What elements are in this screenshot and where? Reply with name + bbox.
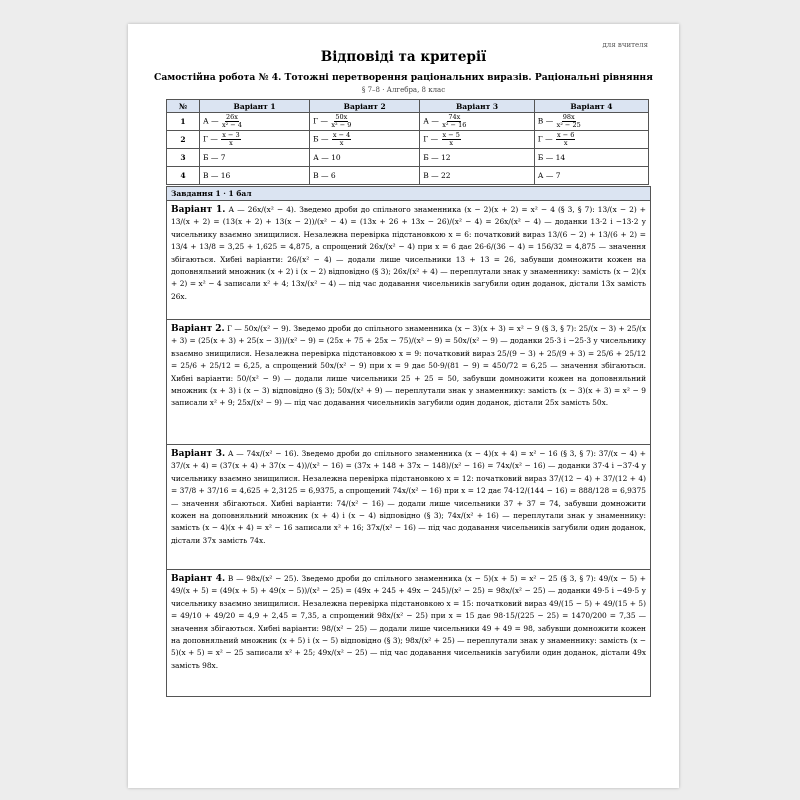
fraction-numerator: 26x bbox=[226, 113, 238, 121]
answer-letter: Г — bbox=[203, 134, 218, 144]
answer-letter: А — bbox=[203, 116, 219, 126]
answer-letter: Б — bbox=[313, 134, 329, 144]
row-number: 4 bbox=[167, 167, 200, 185]
fraction-denominator: x bbox=[339, 139, 344, 147]
answer-fraction bbox=[332, 132, 351, 147]
teacher-note: для вчителя bbox=[602, 41, 648, 49]
variant-4-text: В — 98x/(x² − 25). Зведемо дроби до спільного знаменника (x − 5)(x + 5) = x² − 25 (§ 3, § 7): 49/(x − 5) + 49/(x + 5) = (49(x + 5) + 49(x − 5))/(x² − 25) = (49x + 245 + 49x − 245)/(x² − 25) = 98x/(x² − 25) — доданки 49·5 і −49·5 у чисельнику взаємно знищилися. Незалежна перевірка підстановкою x = 15: початковий вираз 49/(15 − 5) + 49/(15 + 5) = 49/10 + 49/20 = 4,9 + 2,45 = 7,35, а спрощений 98x/(x² − 25) при x = 15 дає 98·15/(225 − 25) = 1470/200 = 7,35 — значення збігаються. Хибні варіанти: 98/(x² − 25) — додали лише чисельники 49 + 49 = 98, забувши домножити кожен на доповняльний множник (x + 5) і (x − 5) відповідно (§ 3); 98x/(x² + 25) — переплутали знак у знаменнику: замість (x − 5)(x + 5) = x² − 25 записали x² + 25; 49x/(x² − 25) — під час додавання чисельників загубили один доданок, дістали 49x замість 98x. bbox=[171, 574, 646, 670]
variant-1-text: А — 26x/(x² − 4). Зведемо дроби до спільного знаменника (x − 2)(x + 2) = x² − 4 (§ 3, § 7): 13/(x − 2) + 13/(x + 2) = (13(x + 2) + 13(x − 2))/(x² − 4) = (13x + 26 + 13x − 26)/(x² − 4) = 26x/(x² − 4) — доданки 13·2 і −13·2 у чисельнику взаємно знищилися. Незалежна перевірка підстановкою x = 6: початковий вираз 13/(6 − 2) + 13/(6 + 2) = 13/4 + 13/8 = 3,25 + 1,625 = 4,875, а спрощений 26x/(x² − 4) при x = 6 дає 26·6/(36 − 4) = 156/32 = 4,875 — значення збігаються. Хибні варіанти: 26/(x² − 4) — додали лише чисельники 13 + 13 = 26, забувши домножити кожен на доповняльний множник (x + 2) і (x − 2) відповідно (§ 3); 26x/(x² + 4) — переплутали знак у знаменнику: замість (x − 2)(x + 2) = x² − 4 записали x² + 4; 13x/(x² − 4) — під час додавання чисельників загубили один доданок, дістали 13x замість 26x. bbox=[171, 205, 647, 301]
variant-1-solution bbox=[167, 201, 650, 320]
answer-fraction bbox=[556, 132, 575, 147]
fraction-denominator: x bbox=[229, 139, 233, 147]
answers-table bbox=[166, 99, 649, 185]
answer-cell bbox=[420, 113, 535, 131]
answer-letter: А — bbox=[423, 116, 439, 126]
fraction-numerator: 98x bbox=[562, 113, 575, 121]
answer-letter: В — bbox=[537, 116, 554, 126]
page-subtitle: Самостійна робота № 4. Тотожні перетворення раціональних виразів. Раціональні рівняння bbox=[154, 72, 653, 83]
table-row bbox=[167, 167, 649, 185]
fraction-numerator: 50x bbox=[335, 113, 348, 121]
answer-cell: А — 7 bbox=[534, 167, 648, 185]
fraction-numerator: x − 4 bbox=[332, 131, 351, 139]
answer-cell: В — 6 bbox=[310, 167, 420, 185]
answer-cell bbox=[420, 131, 535, 149]
col-header-variant-3: Варіант 3 bbox=[420, 100, 535, 113]
answer-cell bbox=[534, 113, 648, 131]
table-row bbox=[167, 113, 649, 131]
col-header-variant-1: Варіант 1 bbox=[200, 100, 310, 113]
task-heading: Завдання 1 · 1 бал bbox=[167, 187, 650, 201]
col-header-variant-2: Варіант 2 bbox=[310, 100, 420, 113]
fraction-numerator: x − 5 bbox=[442, 131, 460, 139]
variant-2-solution bbox=[167, 320, 650, 445]
answer-fraction bbox=[221, 132, 240, 147]
row-number: 1 bbox=[167, 113, 200, 131]
fraction-numerator: x − 3 bbox=[222, 131, 240, 139]
row-number: 2 bbox=[167, 131, 200, 149]
variant-4-solution bbox=[167, 570, 650, 696]
col-header-number: № bbox=[167, 100, 200, 113]
answer-letter: Г — bbox=[537, 134, 553, 144]
variant-2-label: Варіант 2. bbox=[171, 324, 225, 334]
variant-4-label: Варіант 4. bbox=[171, 574, 226, 584]
fraction-denominator: x² − 25 bbox=[556, 121, 581, 129]
document-page bbox=[128, 24, 679, 788]
answer-letter: Г — bbox=[423, 134, 439, 144]
section-reference: § 7–8 · Алгебра, 8 клас bbox=[361, 86, 446, 94]
answer-cell: Б — 7 bbox=[200, 149, 310, 167]
answer-cell bbox=[310, 131, 420, 149]
answer-cell: В — 22 bbox=[420, 167, 535, 185]
table-row bbox=[167, 131, 649, 149]
answer-fraction bbox=[222, 114, 242, 129]
answer-cell: Б — 12 bbox=[420, 149, 535, 167]
answer-cell bbox=[200, 131, 310, 149]
variant-3-text: А — 74x/(x² − 16). Зведемо дроби до спільного знаменника (x − 4)(x + 4) = x² − 16 (§ 3, § 7): 37/(x − 4) + 37/(x + 4) = (37(x + 4) + 37(x − 4))/(x² − 16) = (37x + 148 + 37x − 148)/(x² − 16) = 74x/(x² − 16) — доданки 37·4 і −37·4 у чисельнику взаємно знищилися. Незалежна перевірка підстановкою x = 12: початковий вираз 37/(12 − 4) + 37/(12 + 4) = 37/8 + 37/16 = 4,625 + 2,3125 = 6,9375, а спрощений 74x/(x² − 16) при x = 12 дає 74·12/(144 − 16) = 888/128 = 6,9375 — значення збігаються. Хибні варіанти: 74/(x² − 16) — додали лише чисельники 37 + 37 = 74, забувши домножити кожен на доповняльний множник (x + 4) і (x − 4) відповідно (§ 3); 74x/(x² + 16) — переплутали знак у знаменнику: замість (x − 4)(x + 4) = x² − 16 записали x² + 16; 37x/(x² − 16) — під час додавання чисельників загубили один доданок, дістали 37x замість 74x. bbox=[171, 449, 646, 545]
fraction-denominator: x² − 4 bbox=[221, 121, 242, 129]
answer-cell: Б — 14 bbox=[534, 149, 648, 167]
answer-cell bbox=[310, 113, 420, 131]
answer-cell: В — 16 bbox=[200, 167, 310, 185]
task-section bbox=[166, 186, 651, 697]
answer-fraction bbox=[557, 114, 581, 129]
variant-3-label: Варіант 3. bbox=[171, 449, 226, 459]
fraction-denominator: x bbox=[449, 139, 454, 147]
answers-table-body bbox=[167, 113, 649, 185]
fraction-numerator: x − 6 bbox=[557, 131, 575, 139]
fraction-denominator: x² − 16 bbox=[442, 121, 467, 129]
answer-fraction bbox=[442, 114, 466, 129]
page-title: Відповіді та критерії bbox=[320, 49, 487, 65]
answer-cell: А — 10 bbox=[310, 149, 420, 167]
answer-cell bbox=[200, 113, 310, 131]
fraction-denominator: x² − 9 bbox=[331, 121, 352, 129]
fraction-numerator: 74x bbox=[448, 113, 461, 121]
answer-letter: Г — bbox=[313, 116, 328, 126]
answers-table-header bbox=[167, 100, 649, 113]
table-row bbox=[167, 149, 649, 167]
variant-3-solution bbox=[167, 445, 650, 570]
row-number: 3 bbox=[167, 149, 200, 167]
col-header-variant-4: Варіант 4 bbox=[534, 100, 648, 113]
variant-1-label: Варіант 1. bbox=[171, 205, 226, 215]
answer-fraction bbox=[331, 114, 351, 129]
variant-2-text: Г — 50x/(x² − 9). Зведемо дроби до спільного знаменника (x − 3)(x + 3) = x² − 9 (§ 3, § 7): 25/(x − 3) + 25/(x + 3) = (25(x + 3) + 25(x − 3))/(x² − 9) = (25x + 75 + 25x − 75)/(x² − 9) = 50x/(x² − 9) — доданки 25·3 і −25·3 у чисельнику взаємно знищилися. Незалежна перевірка підстановкою x = 9: початковий вираз 25/(9 − 3) + 25/(9 + 3) = 25/6 + 25/12 = 25/6 + 25/12 = 6,25, а спрощений 50x/(x² − 9) при x = 9 дає 50·9/(81 − 9) = 450/72 = 6,25 — значення збігаються. Хибні варіанти: 50/(x² − 9) — додали лише чисельники 25 + 25 = 50, забувши домножити кожен на доповняльний множник (x + 3) і (x − 3) відповідно (§ 3); 50x/(x² + 9) — переплутали знак у знаменнику: замість (x − 3)(x + 3) = x² − 9 записали x² + 9; 25x/(x² − 9) — під час додавання чисельників загубили один доданок, дістали 25x замість 50x. bbox=[171, 324, 647, 408]
answer-fraction bbox=[442, 132, 461, 147]
answer-cell bbox=[534, 131, 648, 149]
fraction-denominator: x bbox=[563, 139, 568, 147]
